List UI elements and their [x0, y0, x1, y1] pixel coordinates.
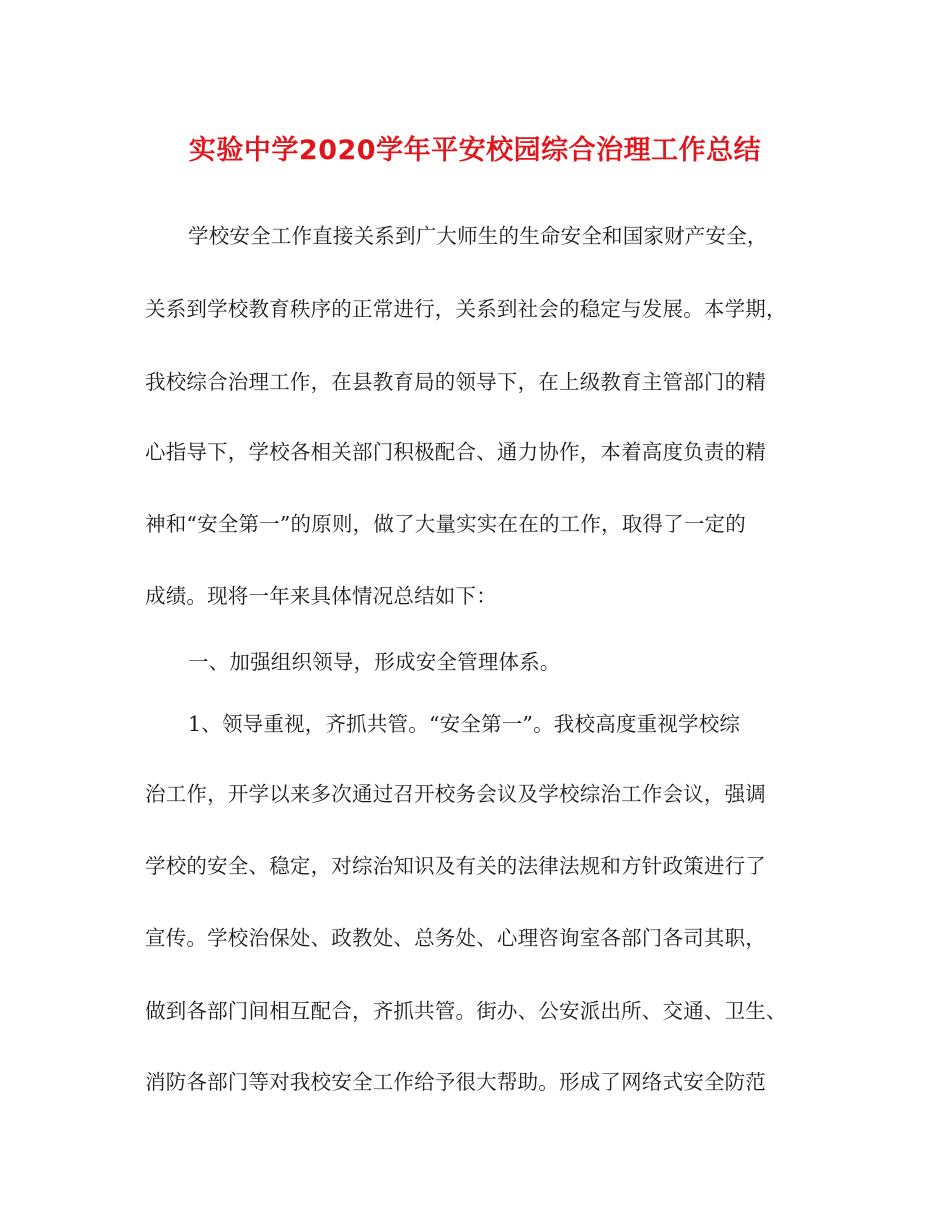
paragraph-line: 成绩。现将一年来具体情况总结如下：: [145, 584, 497, 608]
document-title: 实验中学2020学年平安校园综合治理工作总结: [188, 135, 762, 166]
paragraph-line: 学校的安全、稳定，对综治知识及有关的法律法规和方针政策进行了: [145, 854, 766, 878]
paragraph-line: 学校安全工作直接关系到广大师生的生命安全和国家财产安全，: [188, 224, 768, 248]
paragraph-line: 做到各部门间相互配合，齐抓共管。街办、公安派出所、交通、卫生、: [145, 999, 787, 1023]
paragraph-line: 宣传。学校治保处、政教处、总务处、心理咨询室各部门各司其职，: [145, 926, 766, 950]
paragraph-line: 关系到学校教育秩序的正常进行，关系到社会的稳定与发展。本学期，: [145, 297, 787, 321]
paragraph-line: 我校综合治理工作，在县教育局的领导下，在上级教育主管部门的精: [145, 370, 766, 394]
paragraph-line: 1、领导重视，齐抓共管。“安全第一”。我校高度重视学校综: [188, 712, 741, 736]
paragraph-line: 神和“安全第一”的原则，做了大量实实在在的工作，取得了一定的: [145, 512, 746, 536]
paragraph-line: 心指导下，学校各相关部门积极配合、通力协作，本着高度负责的精: [145, 440, 766, 464]
paragraph-line: 消防各部门等对我校安全工作给予很大帮助。形成了网络式安全防范: [145, 1070, 766, 1094]
section-heading: 一、加强组织领导，形成安全管理体系。: [188, 650, 561, 674]
paragraph-line: 治工作，开学以来多次通过召开校务会议及学校综治工作会议，强调: [145, 782, 766, 806]
